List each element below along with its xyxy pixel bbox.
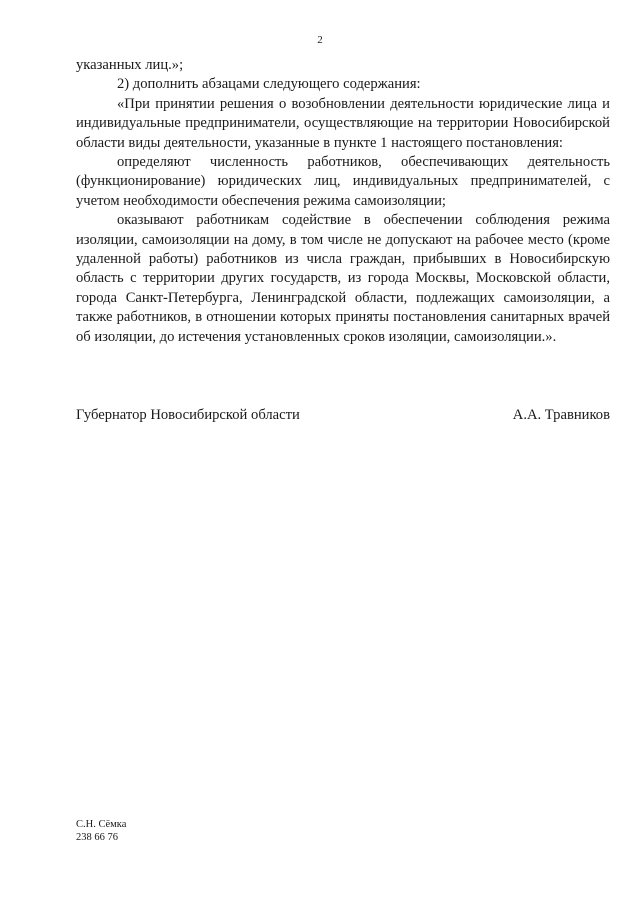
- document-body: [76, 56, 610, 347]
- executor-phone: 238 66 76: [76, 832, 118, 843]
- paragraph-decision-clause: «При принятии решения о возобновлении деятельности юридические лица и индивидуальные предприниматели, осуществляющие на территории Новосибирской области виды деятельности, указанные в пункте 1 настоящего постановления:: [76, 95, 610, 151]
- executor-block: [76, 818, 126, 844]
- signatory-name: А.А. Травников: [512, 407, 610, 423]
- paragraph-continuation: указанных лиц.»;: [76, 57, 184, 73]
- signatory-title: Губернатор Новосибирской области: [76, 407, 300, 423]
- page-number: 2: [317, 34, 323, 46]
- paragraph-amendment-intro: 2) дополнить абзацами следующего содержания:: [117, 76, 421, 93]
- paragraph-isolation-clause: оказывают работникам содействие в обеспечении соблюдения режима изоляции, самоизоляции на дому, в том числе не допускают на рабочее место (кроме удаленной работы) работников из числа граждан, прибывших в Новосибирскую область с территории других государств, из города Москвы, Московской области, города Санкт-Петербурга, Ленинградской области, подлежащих самоизоляции, а также работников, в отношении которых приняты постановления санитарных врачей об изоляции, до истечения установленных сроков изоляции, самоизоляции.».: [76, 212, 610, 345]
- paragraph-workforce-clause: определяют численность работников, обеспечивающих деятельность (функционирование) юридических лиц, индивидуальных предпринимателей, с учетом необходимости обеспечения режима самоизоляции;: [76, 154, 610, 209]
- executor-name: С.Н. Сёмка: [76, 819, 127, 830]
